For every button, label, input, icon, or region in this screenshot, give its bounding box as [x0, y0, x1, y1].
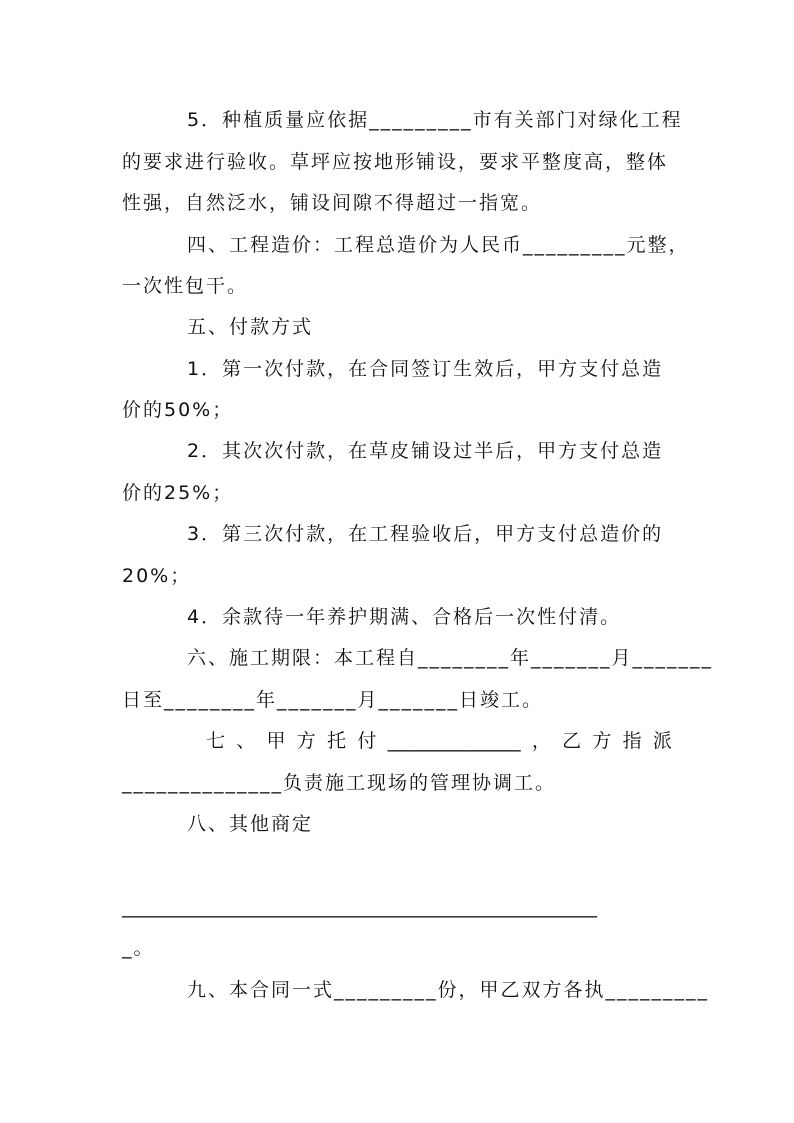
justified-char: 方: [592, 730, 612, 752]
justified-char: 七: [206, 730, 226, 752]
payment-1-line-1: 1．第一次付款，在合同签订生效后，甲方支付总造: [187, 358, 664, 380]
payment-4-line: 4．余款待一年养护期满、合格后一次性付清。: [187, 606, 622, 628]
section-4-line-2: 一次性包干。: [122, 275, 249, 297]
section-7-line-2: ______________负责施工现场的管理协调工。: [122, 772, 557, 794]
section-8-blank-end: _。: [122, 937, 155, 959]
section-7-line-1: [206, 729, 672, 753]
payment-2-line-2: 价的25%；: [122, 482, 234, 504]
justified-char: 甲: [266, 730, 286, 752]
section-4-line-1: 四、工程造价：工程总造价为人民币_________元整，: [187, 234, 690, 256]
paragraph-5-line-3: 性强，自然泛水，铺设间隙不得超过一指宽。: [122, 192, 543, 214]
payment-1-line-2: 价的50%；: [122, 399, 234, 421]
payment-3-line-1: 3．第三次付款，在工程验收后，甲方支付总造价的: [187, 523, 664, 545]
justified-char: 托: [327, 730, 347, 752]
payment-3-line-2: 20%；: [122, 565, 192, 587]
justified-char: ，: [531, 730, 551, 752]
paragraph-5-line-2: 的要求进行验收。草坪应按地形铺设，要求平整度高，整体: [122, 151, 669, 173]
justified-char: 付: [357, 730, 377, 752]
justified-char: 派: [652, 730, 672, 752]
justified-char: 方: [296, 730, 316, 752]
section-6-line-1: 六、施工期限：本工程自________年_______月_______: [187, 647, 714, 669]
payment-2-line-1: 2．其次次付款，在草皮铺设过半后，甲方支付总造: [187, 440, 664, 462]
paragraph-5-line-1: 5．种植质量应依据_________市有关部门对绿化工程: [187, 109, 683, 131]
justified-char: 指: [622, 730, 642, 752]
section-9-line-1: 九、本合同一式_________份，甲乙双方各执_________: [187, 979, 710, 1001]
section-8-blank-line: __________________________________________________: [122, 896, 597, 918]
justified-char: 乙: [562, 730, 582, 752]
section-6-line-2: 日至________年_______月_______日竣工。: [122, 689, 544, 711]
section-8-heading: 八、其他商定: [187, 813, 314, 835]
section-5-heading: 五、付款方式: [187, 316, 314, 338]
justified-char: 、: [236, 730, 256, 752]
entrust-blank: ______________: [387, 730, 521, 752]
